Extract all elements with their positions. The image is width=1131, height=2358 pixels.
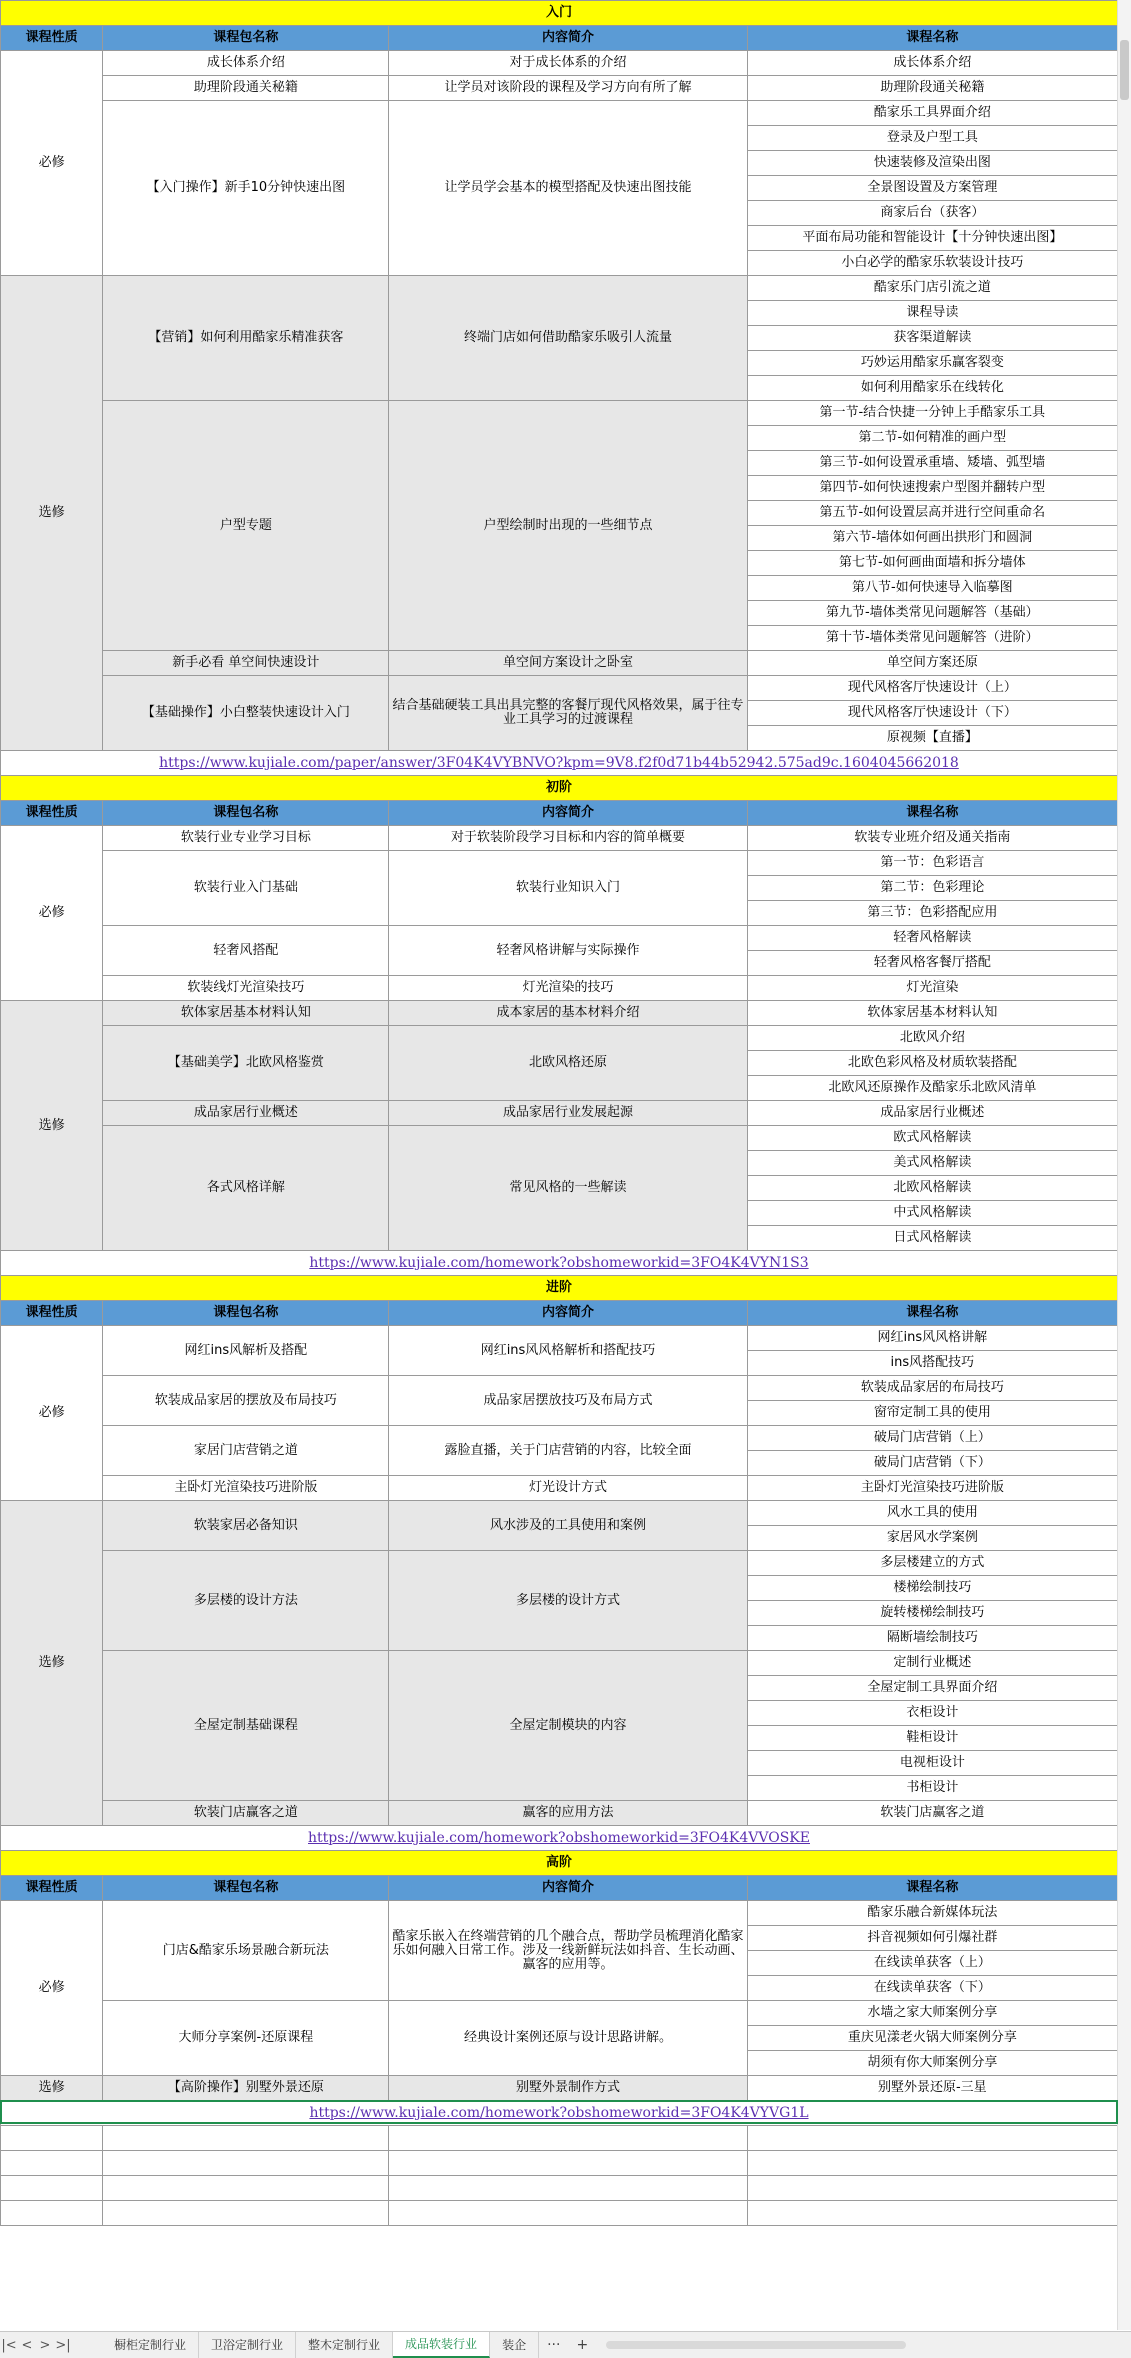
course-name-cell[interactable]: 助理阶段通关秘籍 <box>747 76 1117 101</box>
link-row <box>1 751 1118 776</box>
intro-cell[interactable]: 别墅外景制作方式 <box>389 2076 747 2101</box>
table-row <box>1 2076 1118 2101</box>
course-name-cell[interactable]: 轻奢风格客餐厅搭配 <box>747 951 1117 976</box>
course-name-cell[interactable]: 第二节：色彩理论 <box>747 876 1117 901</box>
intro-cell[interactable]: 赢客的应用方法 <box>389 1801 747 1826</box>
intro-cell[interactable]: 网红ins风风格解析和搭配技巧 <box>389 1326 747 1376</box>
intro-cell[interactable]: 结合基础硬装工具出具完整的客餐厅现代风格效果，属于往专业工具学习的过渡课程 <box>389 676 747 751</box>
column-header[interactable]: 内容简介 <box>389 801 747 826</box>
table-row <box>1 1026 1118 1051</box>
intro-cell[interactable]: 对于成长体系的介绍 <box>389 51 747 76</box>
empty-row <box>1 2151 1118 2176</box>
course-nature-cell[interactable]: 必修 <box>1 51 103 276</box>
empty-cell[interactable] <box>389 2151 747 2176</box>
course-name-cell[interactable]: 重庆见漾老火锅大师案例分享 <box>747 2026 1117 2051</box>
table-row <box>1 1801 1118 1826</box>
empty-cell[interactable] <box>103 2126 389 2151</box>
column-header[interactable]: 课程包名称 <box>103 26 389 51</box>
section-banner-row <box>1 1851 1118 1876</box>
course-name-cell[interactable]: 酷家乐融合新媒体玩法 <box>747 1901 1117 1926</box>
course-name-cell[interactable]: 北欧风介绍 <box>747 1026 1117 1051</box>
table-row <box>1 651 1118 676</box>
package-name-cell[interactable]: 软装行业专业学习目标 <box>103 826 389 851</box>
table-row <box>1 1476 1118 1501</box>
course-name-cell[interactable]: 窗帘定制工具的使用 <box>747 1401 1117 1426</box>
course-nature-cell[interactable]: 必修 <box>1 826 103 1001</box>
course-name-cell[interactable]: 课程导读 <box>747 301 1117 326</box>
course-name-cell[interactable]: 旋转楼梯绘制技巧 <box>747 1601 1117 1626</box>
package-name-cell[interactable]: 户型专题 <box>103 401 389 651</box>
intro-cell[interactable]: 酷家乐嵌入在终端营销的几个融合点，帮助学员梳理消化酷家乐如何融入日常工作。涉及一线新鲜玩法如抖音、生长动画、赢客的应用等。 <box>389 1901 747 2001</box>
course-name-cell[interactable]: 第八节-如何快速导入临摹图 <box>747 576 1117 601</box>
sheet-tab[interactable]: 橱柜定制行业 <box>102 2332 199 2358</box>
package-name-cell[interactable]: 软装成品家居的摆放及布局技巧 <box>103 1376 389 1426</box>
column-header[interactable]: 课程性质 <box>1 26 103 51</box>
homework-link[interactable]: https://www.kujiale.com/homework?obshomeworkid=3FO4K4VYN1S3 <box>309 1254 809 1271</box>
table-row <box>1 976 1118 1001</box>
package-name-cell[interactable]: 软装线灯光渲染技巧 <box>103 976 389 1001</box>
course-name-cell[interactable]: 获客渠道解读 <box>747 326 1117 351</box>
link-row <box>1 1251 1118 1276</box>
vertical-scrollbar[interactable] <box>1117 0 1131 2330</box>
table-row <box>1 851 1118 876</box>
course-name-cell[interactable]: 鞋柜设计 <box>747 1726 1117 1751</box>
column-header[interactable]: 内容简介 <box>389 1301 747 1326</box>
course-name-cell[interactable]: 隔断墙绘制技巧 <box>747 1626 1117 1651</box>
sheet-tab[interactable]: 卫浴定制行业 <box>199 2332 296 2358</box>
column-header[interactable]: 内容简介 <box>389 26 747 51</box>
intro-cell[interactable]: 终端门店如何借助酷家乐吸引人流量 <box>389 276 747 401</box>
package-name-cell[interactable]: 家居门店营销之道 <box>103 1426 389 1476</box>
sheet-tab[interactable]: 成品软装行业 <box>393 2332 490 2358</box>
course-name-cell[interactable]: 在线读单获客（下） <box>747 1976 1117 2001</box>
course-name-cell[interactable]: 第六节-墙体如何画出拱形门和圆洞 <box>747 526 1117 551</box>
course-name-cell[interactable]: 日式风格解读 <box>747 1226 1117 1251</box>
table-row <box>1 1126 1118 1151</box>
empty-cell[interactable] <box>103 2151 389 2176</box>
table-row <box>1 1551 1118 1576</box>
column-header[interactable]: 课程包名称 <box>103 801 389 826</box>
course-name-cell[interactable]: 在线读单获客（上） <box>747 1951 1117 1976</box>
course-name-cell[interactable]: 第四节-如何快速搜索户型图并翻转户型 <box>747 476 1117 501</box>
homework-link[interactable]: https://www.kujiale.com/homework?obshomeworkid=3FO4K4VVOSKE <box>308 1829 810 1846</box>
package-name-cell[interactable]: 网红ins风解析及搭配 <box>103 1326 389 1376</box>
course-nature-cell[interactable]: 必修 <box>1 1326 103 1501</box>
course-name-cell[interactable]: 欧式风格解读 <box>747 1126 1117 1151</box>
course-name-cell[interactable]: 软装成品家居的布局技巧 <box>747 1376 1117 1401</box>
package-name-cell[interactable]: 软装家居必备知识 <box>103 1501 389 1551</box>
link-cell[interactable] <box>1 2101 1118 2126</box>
empty-row <box>1 2176 1118 2201</box>
package-name-cell[interactable]: 成品家居行业概述 <box>103 1101 389 1126</box>
table-row <box>1 51 1118 76</box>
empty-cell[interactable] <box>1 2201 103 2226</box>
section-banner-row <box>1 776 1118 801</box>
homework-link[interactable]: https://www.kujiale.com/homework?obshomeworkid=3FO4K4VYVG1L <box>309 2104 809 2121</box>
package-name-cell[interactable]: 成长体系介绍 <box>103 51 389 76</box>
course-name-cell[interactable]: 定制行业概述 <box>747 1651 1117 1676</box>
first-sheet-icon[interactable]: |< <box>1 2337 17 2353</box>
section-banner-row <box>1 1 1118 26</box>
course-name-cell[interactable]: 第五节-如何设置层高并进行空间重命名 <box>747 501 1117 526</box>
course-nature-cell[interactable]: 选修 <box>1 1001 103 1251</box>
sheet-tab[interactable]: 整木定制行业 <box>296 2332 393 2358</box>
table-row <box>1 401 1118 426</box>
course-nature-cell[interactable]: 选修 <box>1 1501 103 1826</box>
package-name-cell[interactable]: 【基础操作】小白整装快速设计入门 <box>103 676 389 751</box>
course-name-cell[interactable]: 美式风格解读 <box>747 1151 1117 1176</box>
intro-cell[interactable]: 让学员对该阶段的课程及学习方向有所了解 <box>389 76 747 101</box>
column-header[interactable]: 内容简介 <box>389 1876 747 1901</box>
course-name-cell[interactable]: 衣柜设计 <box>747 1701 1117 1726</box>
course-name-cell[interactable]: 快速装修及渲染出图 <box>747 151 1117 176</box>
course-name-cell[interactable]: 巧妙运用酷家乐赢客裂变 <box>747 351 1117 376</box>
table-row <box>1 1426 1118 1451</box>
section-title[interactable]: 入门 <box>1 1 1118 26</box>
intro-cell[interactable]: 软装行业知识入门 <box>389 851 747 926</box>
package-name-cell[interactable]: 助理阶段通关秘籍 <box>103 76 389 101</box>
empty-row <box>1 2126 1118 2151</box>
header-row <box>1 801 1118 826</box>
course-name-cell[interactable]: 风水工具的使用 <box>747 1501 1117 1526</box>
course-name-cell[interactable]: 电视柜设计 <box>747 1751 1117 1776</box>
course-name-cell[interactable]: 单空间方案还原 <box>747 651 1117 676</box>
course-name-cell[interactable]: 登录及户型工具 <box>747 126 1117 151</box>
course-name-cell[interactable]: 第一节-结合快捷一分钟上手酷家乐工具 <box>747 401 1117 426</box>
course-name-cell[interactable]: 北欧风格解读 <box>747 1176 1117 1201</box>
table-row <box>1 676 1118 701</box>
more-sheets-icon[interactable]: ··· <box>547 2337 561 2353</box>
course-name-cell[interactable]: 灯光渲染 <box>747 976 1117 1001</box>
course-nature-cell[interactable]: 选修 <box>1 2076 103 2101</box>
empty-cell[interactable] <box>389 2126 747 2151</box>
column-header[interactable]: 课程名称 <box>747 1301 1117 1326</box>
link-row <box>1 2101 1118 2126</box>
course-name-cell[interactable]: 小白必学的酷家乐软装设计技巧 <box>747 251 1117 276</box>
course-name-cell[interactable]: 第三节：色彩搭配应用 <box>747 901 1117 926</box>
column-header[interactable]: 课程性质 <box>1 801 103 826</box>
course-name-cell[interactable]: 第十节-墙体类常见问题解答（进阶） <box>747 626 1117 651</box>
column-header[interactable]: 课程名称 <box>747 1876 1117 1901</box>
prev-sheet-icon[interactable]: < <box>21 2337 33 2353</box>
link-cell[interactable] <box>1 1251 1118 1276</box>
next-sheet-icon[interactable]: > <box>39 2337 51 2353</box>
package-name-cell[interactable]: 软装门店赢客之道 <box>103 1801 389 1826</box>
section-title[interactable]: 初阶 <box>1 776 1118 801</box>
table-row <box>1 926 1118 951</box>
column-header[interactable]: 课程名称 <box>747 26 1117 51</box>
package-name-cell[interactable]: 【高阶操作】别墅外景还原 <box>103 2076 389 2101</box>
course-name-cell[interactable]: 全景图设置及方案管理 <box>747 176 1117 201</box>
course-name-cell[interactable]: 网红ins风风格讲解 <box>747 1326 1117 1351</box>
intro-cell[interactable]: 单空间方案设计之卧室 <box>389 651 747 676</box>
header-row <box>1 26 1118 51</box>
intro-cell[interactable]: 灯光渲染的技巧 <box>389 976 747 1001</box>
intro-cell[interactable]: 轻奢风格讲解与实际操作 <box>389 926 747 976</box>
homework-link[interactable]: https://www.kujiale.com/paper/answer/3F04K4VYBNVO?kpm=9V8.f2f0d71b44b52942.575ad9c.1604045662018 <box>159 754 959 771</box>
course-name-cell[interactable]: 商家后台（获客） <box>747 201 1117 226</box>
course-name-cell[interactable]: 成长体系介绍 <box>747 51 1117 76</box>
package-name-cell[interactable]: 【营销】如何利用酷家乐精准获客 <box>103 276 389 401</box>
intro-cell[interactable]: 成品家居行业发展起源 <box>389 1101 747 1126</box>
link-row <box>1 1826 1118 1851</box>
package-name-cell[interactable]: 主卧灯光渲染技巧进阶版 <box>103 1476 389 1501</box>
table-row <box>1 1001 1118 1026</box>
empty-cell[interactable] <box>1 2126 103 2151</box>
table-row <box>1 1101 1118 1126</box>
section-title[interactable]: 进阶 <box>1 1276 1118 1301</box>
course-name-cell[interactable]: 现代风格客厅快速设计（上） <box>747 676 1117 701</box>
package-name-cell[interactable]: 【入门操作】新手10分钟快速出图 <box>103 101 389 276</box>
course-name-cell[interactable]: 北欧风还原操作及酷家乐北欧风清单 <box>747 1076 1117 1101</box>
section-banner-row <box>1 1276 1118 1301</box>
sheet-tab[interactable]: 装企 <box>490 2332 539 2358</box>
package-name-cell[interactable]: 【基础美学】北欧风格鉴赏 <box>103 1026 389 1101</box>
scrollbar-thumb[interactable] <box>1120 40 1129 100</box>
intro-cell[interactable]: 对于软装阶段学习目标和内容的简单概要 <box>389 826 747 851</box>
horizontal-scrollbar[interactable] <box>606 2341 906 2349</box>
course-name-cell[interactable]: 成品家居行业概述 <box>747 1101 1117 1126</box>
intro-cell[interactable]: 全屋定制模块的内容 <box>389 1651 747 1801</box>
package-name-cell[interactable]: 门店&酷家乐场景融合新玩法 <box>103 1901 389 2001</box>
course-name-cell[interactable]: 第七节-如何画曲面墙和拆分墙体 <box>747 551 1117 576</box>
intro-cell[interactable]: 常见风格的一些解读 <box>389 1126 747 1251</box>
intro-cell[interactable]: 让学员学会基本的模型搭配及快速出图技能 <box>389 101 747 276</box>
empty-row <box>1 2201 1118 2226</box>
intro-cell[interactable]: 户型绘制时出现的一些细节点 <box>389 401 747 651</box>
table-row <box>1 276 1118 301</box>
course-name-cell[interactable]: 抖音视频如何引爆社群 <box>747 1926 1117 1951</box>
package-name-cell[interactable]: 软体家居基本材料认知 <box>103 1001 389 1026</box>
empty-cell[interactable] <box>1 2176 103 2201</box>
add-sheet-icon[interactable]: + <box>576 2337 589 2353</box>
package-name-cell[interactable]: 大师分享案例-还原课程 <box>103 2001 389 2076</box>
course-name-cell[interactable]: 主卧灯光渲染技巧进阶版 <box>747 1476 1117 1501</box>
package-name-cell[interactable]: 轻奢风搭配 <box>103 926 389 976</box>
table-row <box>1 1376 1118 1401</box>
course-name-cell[interactable]: 多层楼建立的方式 <box>747 1551 1117 1576</box>
empty-cell[interactable] <box>747 2176 1117 2201</box>
course-name-cell[interactable]: 水墙之家大师案例分享 <box>747 2001 1117 2026</box>
course-name-cell[interactable]: 如何利用酷家乐在线转化 <box>747 376 1117 401</box>
intro-cell[interactable]: 成本家居的基本材料介绍 <box>389 1001 747 1026</box>
header-row <box>1 1876 1118 1901</box>
intro-cell[interactable]: 灯光设计方式 <box>389 1476 747 1501</box>
sheet-tab-bar <box>0 2331 1131 2358</box>
course-name-cell[interactable]: 平面布局功能和智能设计【十分钟快速出图】 <box>747 226 1117 251</box>
course-name-cell[interactable]: 酷家乐工具界面介绍 <box>747 101 1117 126</box>
empty-cell[interactable] <box>389 2201 747 2226</box>
table-row <box>1 1651 1118 1676</box>
course-nature-cell[interactable]: 必修 <box>1 1901 103 2076</box>
course-name-cell[interactable]: 软装专业班介绍及通关指南 <box>747 826 1117 851</box>
column-header[interactable]: 课程包名称 <box>103 1876 389 1901</box>
course-name-cell[interactable]: 现代风格客厅快速设计（下） <box>747 701 1117 726</box>
column-header[interactable]: 课程名称 <box>747 801 1117 826</box>
table-row <box>1 2001 1118 2026</box>
course-name-cell[interactable]: 家居风水学案例 <box>747 1526 1117 1551</box>
table-row <box>1 826 1118 851</box>
package-name-cell[interactable]: 新手必看 单空间快速设计 <box>103 651 389 676</box>
intro-cell[interactable]: 风水涉及的工具使用和案例 <box>389 1501 747 1551</box>
empty-cell[interactable] <box>103 2201 389 2226</box>
package-name-cell[interactable]: 各式风格详解 <box>103 1126 389 1251</box>
package-name-cell[interactable]: 软装行业入门基础 <box>103 851 389 926</box>
course-name-cell[interactable]: 原视频【直播】 <box>747 726 1117 751</box>
empty-cell[interactable] <box>747 2126 1117 2151</box>
intro-cell[interactable]: 露脸直播，关于门店营销的内容，比较全面 <box>389 1426 747 1476</box>
empty-cell[interactable] <box>747 2201 1117 2226</box>
course-name-cell[interactable]: 第三节-如何设置承重墙、矮墙、弧型墙 <box>747 451 1117 476</box>
empty-cell[interactable] <box>103 2176 389 2201</box>
course-name-cell[interactable]: 中式风格解读 <box>747 1201 1117 1226</box>
package-name-cell[interactable]: 多层楼的设计方法 <box>103 1551 389 1651</box>
section-title[interactable]: 高阶 <box>1 1851 1118 1876</box>
course-name-cell[interactable]: 破局门店营销（下） <box>747 1451 1117 1476</box>
intro-cell[interactable]: 北欧风格还原 <box>389 1026 747 1101</box>
course-name-cell[interactable]: 轻奢风格解读 <box>747 926 1117 951</box>
course-nature-cell[interactable]: 选修 <box>1 276 103 751</box>
column-header[interactable]: 课程性质 <box>1 1301 103 1326</box>
intro-cell[interactable]: 多层楼的设计方式 <box>389 1551 747 1651</box>
link-cell[interactable] <box>1 751 1118 776</box>
intro-cell[interactable]: 成品家居摆放技巧及布局方式 <box>389 1376 747 1426</box>
course-name-cell[interactable]: 书柜设计 <box>747 1776 1117 1801</box>
course-name-cell[interactable]: 第九节-墙体类常见问题解答（基础） <box>747 601 1117 626</box>
table-row <box>1 1901 1118 1926</box>
course-name-cell[interactable]: 别墅外景还原-三星 <box>747 2076 1117 2101</box>
course-name-cell[interactable]: 楼梯绘制技巧 <box>747 1576 1117 1601</box>
empty-cell[interactable] <box>747 2151 1117 2176</box>
course-name-cell[interactable]: 软装门店赢客之道 <box>747 1801 1117 1826</box>
link-cell[interactable] <box>1 1826 1118 1851</box>
empty-cell[interactable] <box>389 2176 747 2201</box>
course-name-cell[interactable]: 第一节：色彩语言 <box>747 851 1117 876</box>
course-name-cell[interactable]: 第二节-如何精准的画户型 <box>747 426 1117 451</box>
course-name-cell[interactable]: 胡须有你大师案例分享 <box>747 2051 1117 2076</box>
header-row <box>1 1301 1118 1326</box>
package-name-cell[interactable]: 全屋定制基础课程 <box>103 1651 389 1801</box>
column-header[interactable]: 课程包名称 <box>103 1301 389 1326</box>
course-name-cell[interactable]: 破局门店营销（上） <box>747 1426 1117 1451</box>
table-row <box>1 1501 1118 1526</box>
course-name-cell[interactable]: 北欧色彩风格及材质软装搭配 <box>747 1051 1117 1076</box>
table-row <box>1 76 1118 101</box>
table-row <box>1 101 1118 126</box>
course-name-cell[interactable]: 软体家居基本材料认知 <box>747 1001 1117 1026</box>
last-sheet-icon[interactable]: >| <box>55 2337 71 2353</box>
intro-cell[interactable]: 经典设计案例还原与设计思路讲解。 <box>389 2001 747 2076</box>
course-name-cell[interactable]: ins风搭配技巧 <box>747 1351 1117 1376</box>
empty-cell[interactable] <box>1 2151 103 2176</box>
table-row <box>1 1326 1118 1351</box>
course-name-cell[interactable]: 酷家乐门店引流之道 <box>747 276 1117 301</box>
course-name-cell[interactable]: 全屋定制工具界面介绍 <box>747 1676 1117 1701</box>
column-header[interactable]: 课程性质 <box>1 1876 103 1901</box>
